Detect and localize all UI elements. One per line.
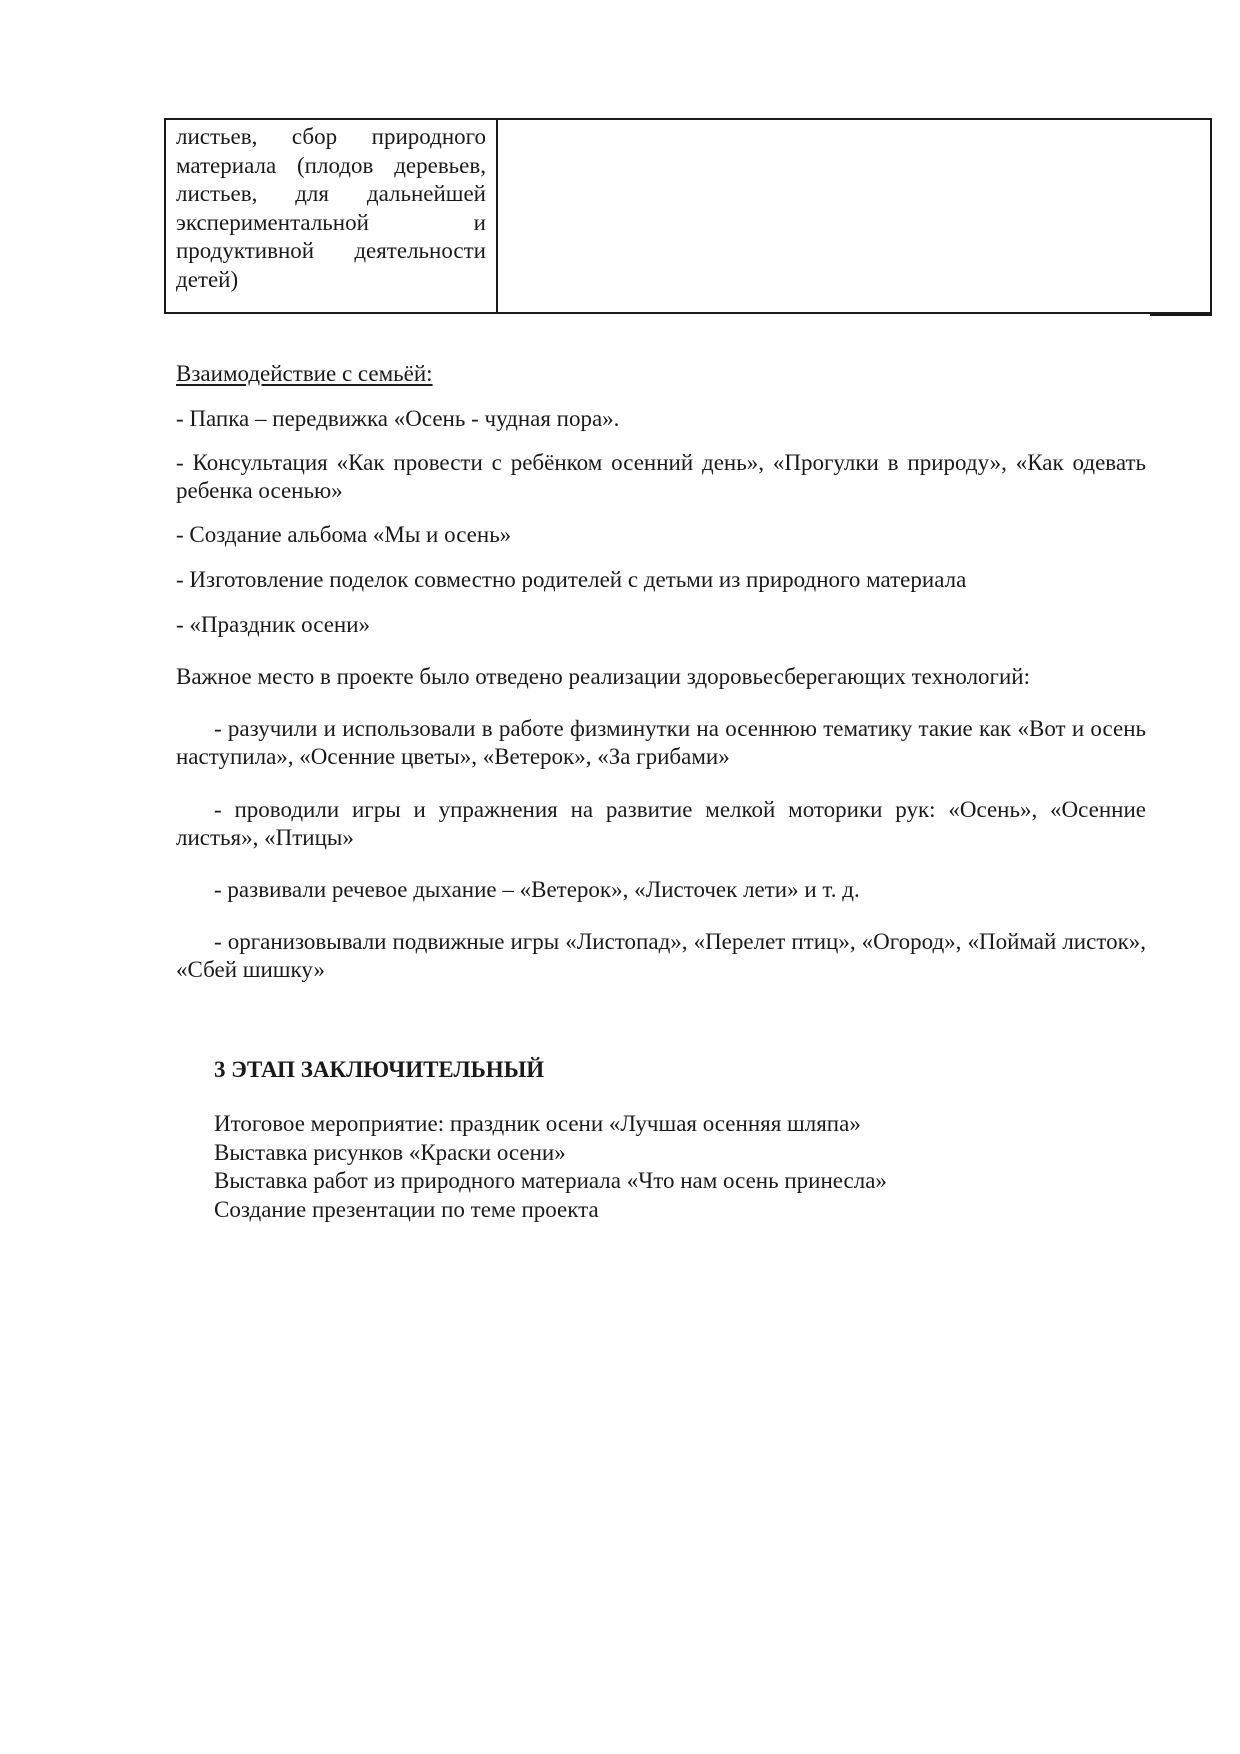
health-tech-item-1: - разучили и использовали в работе физминутки на осеннюю тематику такие как «Вот и осень наступила», «Осенние цветы», «Ветерок», «За грибами» (176, 716, 1146, 769)
list-item: Итоговое мероприятие: праздник осени «Лучшая осенняя шляпа» (214, 1111, 861, 1136)
table-cell-left (165, 119, 497, 313)
table-cell-left-text: листьев, сбор природного материала (плодов деревьев, листьев, для дальнейшей экспериментальной и продуктивной деятельности детей) (176, 124, 486, 292)
family-interaction-heading: Взаимодействие с семьёй: (176, 361, 433, 386)
family-item-1: - Папка – передвижка «Осень - чудная пора». (176, 406, 620, 431)
table-cell-right (497, 119, 1211, 313)
family-item-4: - Изготовление поделок совместно родителей с детьми из природного материала (176, 567, 967, 592)
list-item: Создание презентации по теме проекта (214, 1196, 599, 1222)
final-stage-list (214, 1110, 887, 1224)
table-row (165, 119, 1211, 313)
table-border-fragment (1150, 313, 1212, 316)
health-tech-item-3: - развивали речевое дыхание – «Ветерок», «Листочек лети» и т. д. (214, 877, 860, 902)
health-tech-item-4: - организовывали подвижные игры «Листопад», «Перелет птиц», «Огород», «Поймай листок», «Сбей шишку» (176, 929, 1146, 982)
list-item: Выставка рисунков «Краски осени» (214, 1139, 566, 1165)
family-item-3: - Создание альбома «Мы и осень» (176, 522, 512, 547)
activities-table-fragment (164, 118, 1212, 314)
health-tech-intro: Важное место в проекте было отведено реализации здоровьесберегающих технологий: (176, 664, 1030, 689)
health-tech-item-2: - проводили игры и упражнения на развитие мелкой моторики рук: «Осень», «Осенние листья», «Птицы» (176, 797, 1146, 850)
family-item-5: - «Праздник осени» (176, 612, 371, 637)
final-stage-heading: 3 ЭТАП ЗАКЛЮЧИТЕЛЬНЫЙ (214, 1057, 545, 1082)
list-item: Выставка работ из природного материала «Что нам осень принесла» (214, 1168, 887, 1193)
family-item-2: - Консультация «Как провести с ребёнком осенний день», «Прогулки в природу», «Как одевать ребенка осенью» (176, 450, 1146, 503)
